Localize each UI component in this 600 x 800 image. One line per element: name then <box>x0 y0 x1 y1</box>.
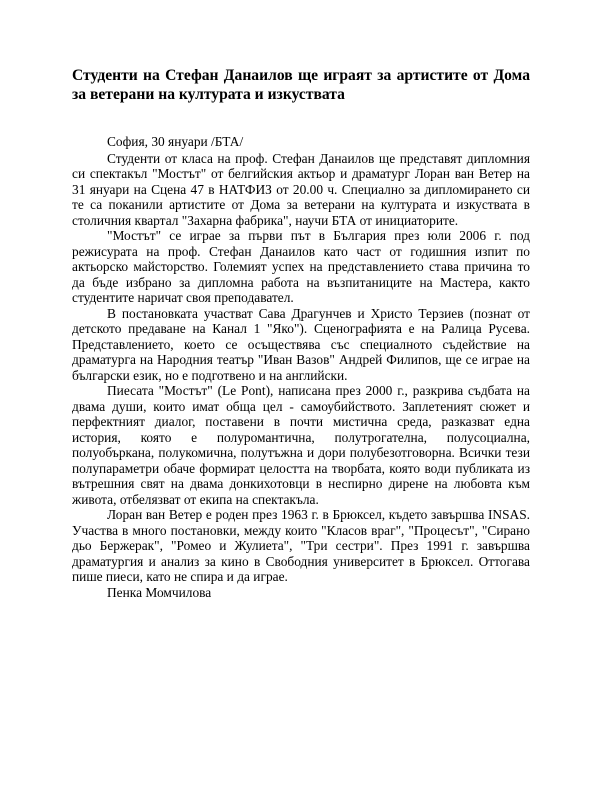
author-name: Пенка Момчилова <box>107 584 212 600</box>
paragraph-5: Лоран ван Ветер е роден през 1963 г. в Брюксел, където завършва INSAS. Участва в много постановки, между които "Класов враг", "Процесът", "Сирано дьо Бержерак", "Ромео и Жулиета", "Три сестри". През 1991 г. завършва драматургия и анализ за кино в Свободния университет в Брюксел. Оттогава пише пиеси, като не спира и да играе. <box>72 507 530 584</box>
paragraph-3: В постановката участват Сава Драгунчев и Христо Терзиев (познат от детското предаване на Канал 1 "Яко"). Сценографията е на Ралица Русева. Представлението, което се осъществява със специалното съдействие на драматурга на Народния театър "Иван Вазов" Андрей Филипов, ще се играе на български език, но е подготвено и на английски. <box>72 305 530 383</box>
paragraph-1: Студенти от класа на проф. Стефан Данаилов ще представят дипломния си спектакъл "Мостът" от белгийския актьор и драматург Лоран ван Ветер на 31 януари на Сцена 47 в НАТФИЗ от 20.00 ч. Специално за дипломирането си те са поканили артистите от Дома за ветерани на културата и изкуствата в столичния квартал "Захарна фабрика", научи БТА от инициаторите. <box>72 150 530 228</box>
dateline: София, 30 януари /БТА/ <box>107 134 244 149</box>
document-page <box>72 66 530 600</box>
paragraph-4: Пиесата "Мостът" (Le Pont), написана през 2000 г., разкрива съдбата на двама души, които имат обща цел - самоубийството. Заплетеният сюжет и перфектният диалог, поставени в почти мистична среда, разказват една история, която е полуромантична, полутрогателна, полусоциална, полуобъркана, полукомична, полутъжна и дори полубезотговорна. Всички тези полупараметри обаче формират целостта на творбата, която води публиката из вътрешния свят на двама донкихотовци в неспирно дирене на любовта към живота, отбелязват от екипа на спектакъла. <box>72 383 530 507</box>
article-body <box>72 134 530 600</box>
article-title: Студенти на Стефан Данаилов ще играят за артистите от Дома за ветерани на културата и изкуствата <box>72 67 530 103</box>
paragraph-2: "Мостът" се играе за първи път в България през юли 2006 г. под режисурата на проф. Стефан Данаилов като част от годишния изпит по актьорско майсторство. Големият успех на представлението става причина то да бъде избрано за дипломна работа на възпитаниците на Мастера, както студентите наричат своя преподавател. <box>72 228 530 305</box>
